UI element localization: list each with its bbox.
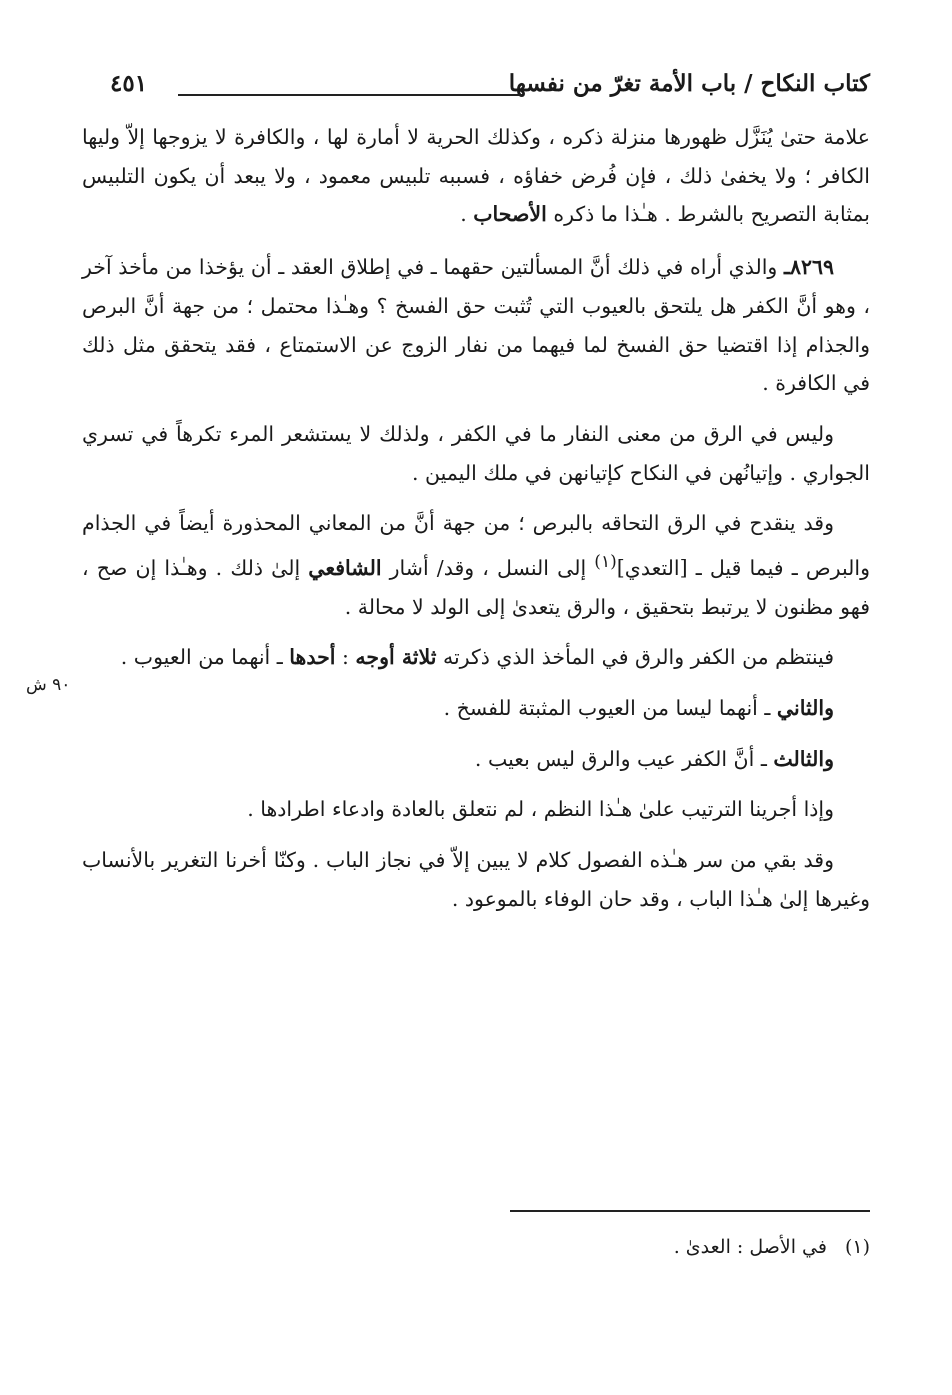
- bold-term: الشافعي: [308, 555, 382, 580]
- paragraph-text: وإذا أجرينا الترتيب علىٰ هـٰذا النظم ، لم نتعلق بالعادة وادعاء اطرادها .: [247, 797, 834, 822]
- marginal-note: ٩٠ ش: [26, 675, 71, 695]
- running-header: [110, 70, 870, 110]
- paragraph: [82, 504, 870, 626]
- paragraph: [82, 638, 870, 677]
- paragraph-text: وقد بقي من سر هـٰذه الفصول كلام لا يبين إلاّ في نجاز الباب . وكنّا أخرنا التغرير بالأنساب وغيرها إلىٰ هـٰذا الباب ، وقد حان الوفاء بالموعود .: [82, 848, 870, 911]
- paragraph-text: إلىٰ ذلك . وهـٰذا إن صح ، فهو مظنون لا يرتبط بتحقيق ، والرق يتعدىٰ إلى الولد لا محالة .: [82, 555, 870, 619]
- paragraph-text: .: [460, 202, 474, 227]
- header-title: كتاب النكاح / باب الأمة تغرّ من نفسها: [508, 70, 870, 97]
- paragraph: [82, 740, 870, 779]
- paragraph-text: ـ أنَّ الكفر عيب والرق ليس بعيب .: [474, 746, 774, 771]
- paragraph-text: وقد ينقدح في الرق التحاقه بالبرص ؛ من جهة أنَّ من المعاني المحذورة أيضاً في الجذام والبرص ـ فيما قيل ـ [التعدي]: [82, 511, 870, 580]
- paragraph-text: :: [335, 645, 356, 670]
- bold-term: أحدها: [289, 645, 336, 670]
- bold-term: الأصحاب: [473, 202, 547, 227]
- paragraph-continuation: [82, 118, 870, 234]
- bold-term: والثاني: [776, 695, 834, 720]
- paragraph: [82, 790, 870, 829]
- paragraph: [82, 415, 870, 492]
- paragraph-text: فينتظم من الكفر والرق في المأخذ الذي ذكرته: [436, 645, 834, 670]
- paragraph: [82, 841, 870, 918]
- bold-term: والثالث: [773, 746, 834, 771]
- header-rule: [178, 94, 522, 96]
- paragraph-text: علامة حتىٰ يُنَزَّل ظهورها منزلة ذكره ، وكذلك الحرية لا أمارة لها ، والكافرة لا يزوجها إلاّ وليها الكافر ؛ ولا يخفىٰ ذلك ، فإن فُرض خفاؤه ، فسببه تلبيس معمود ، ولا يبعد أن يكون التلبيس بمثابة التصريح بالشرط . هـٰذا ما ذكره: [82, 125, 870, 227]
- paragraph-number: ٨٢٦٩ـ: [783, 255, 834, 280]
- paragraph-8269: [82, 248, 870, 403]
- page-number: ٤٥١: [110, 70, 148, 97]
- paragraph-text: وليس في الرق من معنى النفار ما في الكفر ، ولذلك لا يستشعر المرء تكرهاً في تسري الجواري . وإتيانُهن في النكاح كإتيانهن في ملك اليمين .: [82, 421, 870, 485]
- footnote-marker: (١): [594, 552, 617, 573]
- main-text: [82, 118, 870, 930]
- bold-term: ثلاثة أوجه: [355, 645, 437, 670]
- footnote-rule: [510, 1210, 870, 1212]
- footnote-text: في الأصل : العدىٰ .: [673, 1236, 827, 1258]
- paragraph-text: والذي أراه في ذلك أنَّ المسألتين حقهما ـ في إطلاق العقد ـ أن يؤخذا من مأخذ آخر ، وهو أنَّ الكفر هل يلتحق بالعيوب التي تُثبت حق الفسخ ؟ وهـٰذا محتمل ؛ من جهة أنَّ البرص والجذام إذا اقتضيا حق الفسخ لما فيهما من نفار الزوج عن الاستمتاع ، فقد يتحقق مثل ذلك في الكافرة .: [82, 255, 870, 396]
- paragraph-text: إلى النسل ، وقد/ أشار: [381, 555, 595, 580]
- paragraph-text: ـ أنهما من العيوب .: [120, 645, 290, 670]
- paragraph-text: ـ أنهما ليسا من العيوب المثبتة للفسخ .: [443, 695, 777, 720]
- footnote: [674, 1236, 870, 1258]
- paragraph: [82, 689, 870, 728]
- footnote-number: (١): [844, 1236, 870, 1258]
